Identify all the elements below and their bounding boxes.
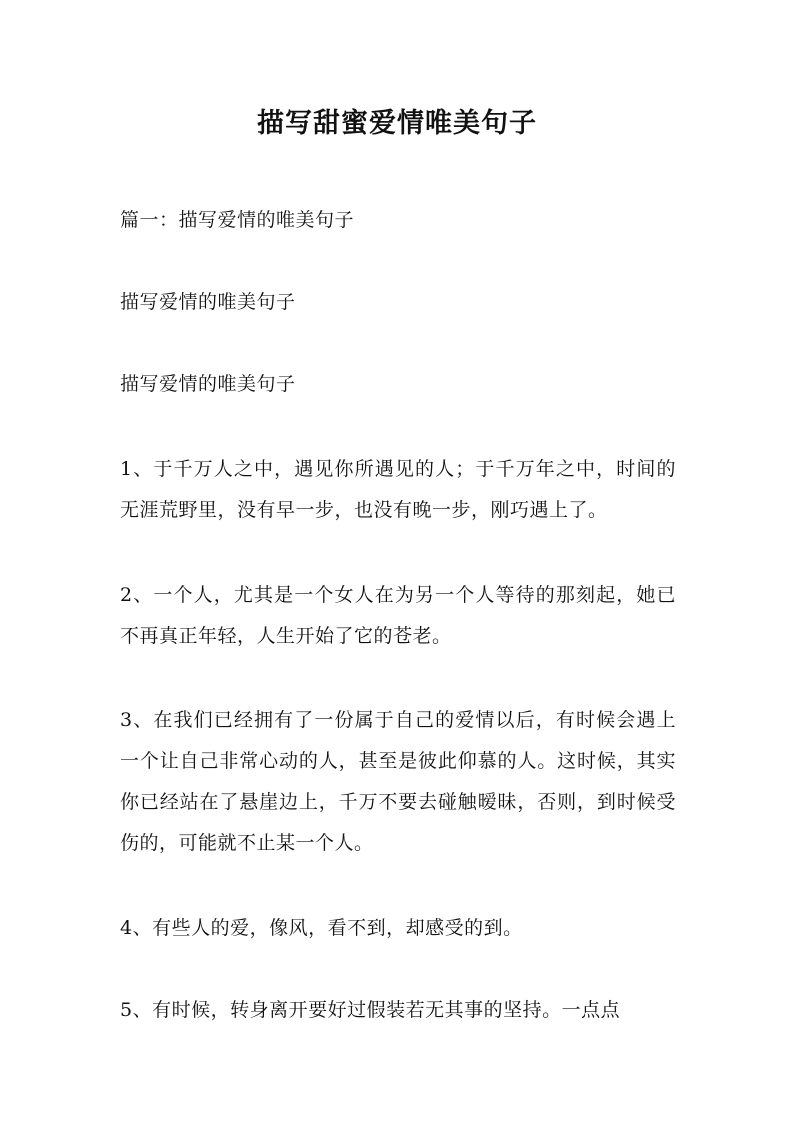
paragraph-item-5: 5、有时候，转身离开要好过假装若无其事的坚持。一点点 <box>120 999 621 1021</box>
subheading: 描写爱情的唯美句子 <box>120 291 296 313</box>
subheading: 描写爱情的唯美句子 <box>120 373 296 395</box>
paragraph-item-4: 4、有些人的爱，像风，看不到，却感受的到。 <box>120 917 523 939</box>
paragraph-item-3: 3、在我们已经拥有了一份属于自己的爱情以后，有时候会遇上一个让自己非常心动的人，甚至是彼此仰慕的人。这时候，其实你已经站在了悬崖边上，千万不要去碰触暧昧，否则，到时候受伤的，可能就不止某一个人。 <box>120 709 676 854</box>
section-heading: 篇一：描写爱情的唯美句子 <box>120 209 355 231</box>
document-title: 描写甜蜜爱情唯美句子 <box>257 108 537 139</box>
paragraph-item-2: 2、一个人，尤其是一个女人在为另一个人等待的那刻起，她已不再真正年轻，人生开始了它的苍老。 <box>120 584 676 647</box>
paragraph-item-1: 1、于千万人之中，遇见你所遇见的人；于千万年之中，时间的无涯荒野里，没有早一步，也没有晚一步，刚巧遇上了。 <box>120 458 676 521</box>
